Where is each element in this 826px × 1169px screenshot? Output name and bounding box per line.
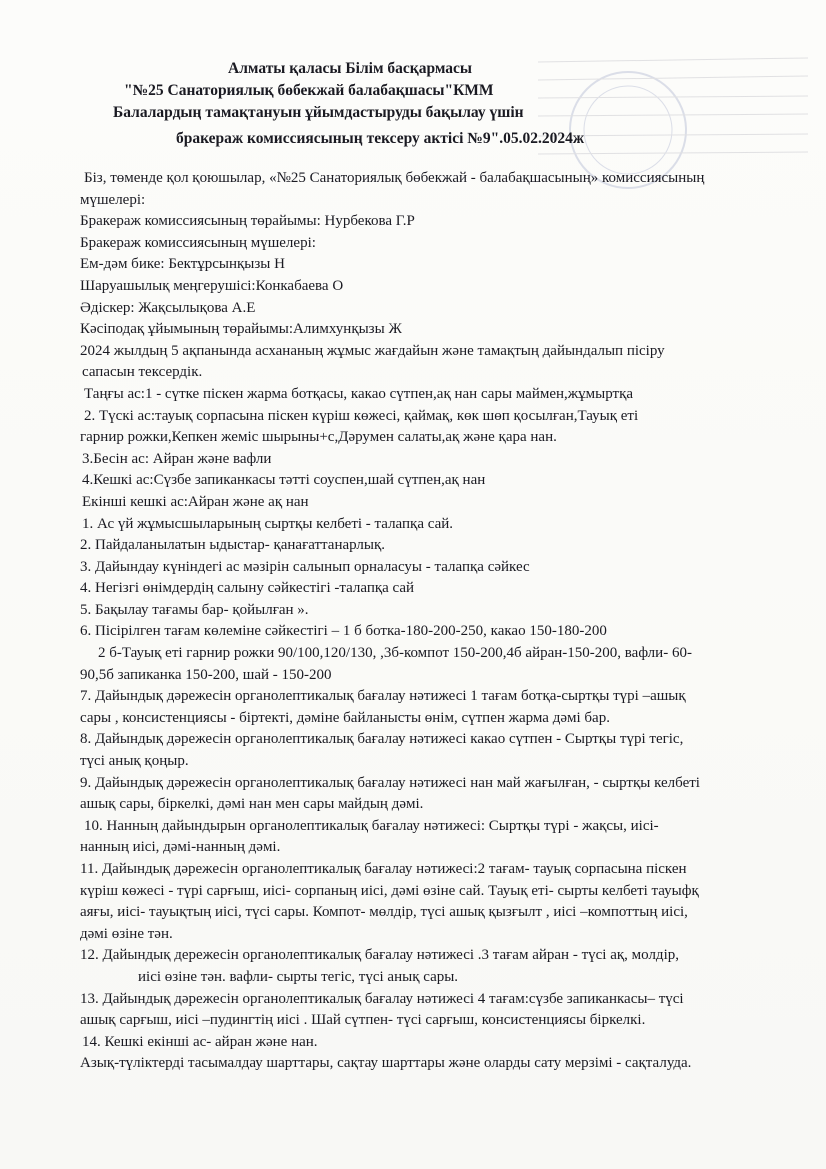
text-line: Бракераж комиссиясының мүшелері: [80, 234, 316, 251]
text-line: Біз, төменде қол қоюшылар, «№25 Санаториялық бөбекжай - балабақшасының» комиссиясының [84, 170, 705, 186]
text-line: 90,5б запиканка 150-200, шай - 150-200 [80, 666, 332, 683]
text-line: сапасын тексердік. [82, 364, 203, 381]
text-line: нанның иісі, дәмі-нанның дәмі. [80, 839, 281, 856]
text-line: сары , консистенциясы - біртекті, дәміне байланысты өнім, сүтпен жарма дәмі бар. [80, 709, 610, 726]
text-line: 2024 жылдың 5 ақпанында асхананың жұмыс жағдайын және тамақтың дайындалып пісіру [80, 342, 665, 359]
text-line: 4. Негізгі өнімдердің салыну сәйкестігі -талапқа сай [80, 580, 415, 597]
text-line: аяғы, иісі- тауықтың иісі, түсі сары. Компот- мөлдір, түсі ашық қызғылт , иісі –компоттың иісі, [80, 904, 688, 921]
header-line-2: "№25 Санаториялық бөбекжай балабақшасы"КММ [124, 82, 494, 99]
text-line: дәмі өзіне тән. [80, 925, 173, 942]
text-line: 8. Дайындық дәрежесін органолептикалық бағалау нәтижесі какао сүтпен - Сыртқы түрі тегіс, [80, 731, 684, 748]
text-line: күріш көжесі - түрі сарғыш, иісі- сорпаның иісі, дәмі өзіне сай. Тауық еті- сырты келбеті тауыфқ [80, 882, 699, 899]
text-line: түсі анық қоңыр. [80, 753, 189, 770]
text-line: гарнир рожки,Кепкен жеміс шырыны+с,Дәрумен салаты,ақ және қара нан. [80, 429, 557, 446]
text-line: 2 б-Тауық еті гарнир рожки 90/100,120/130, ,3б-компот 150-200,4б айран-150-200, вафли- 60- [98, 645, 692, 662]
header-line-4: бракераж комиссиясының тексеру актісі №9".05.02.2024ж [176, 130, 585, 147]
text-line: ашық сары, біркелкі, дәмі нан мен сары майдың дәмі. [80, 796, 424, 813]
text-line: Кәсіподақ ұйымының төрайымы:Алимхунқызы Ж [80, 321, 402, 338]
header-line-1: Алматы қаласы Білім басқармасы [228, 60, 473, 77]
text-line: мүшелері: [80, 191, 146, 208]
text-line: 10. Нанның дайындырын органолептикалық бағалау нәтижесі: Сыртқы түрі - жақсы, иісі- [84, 817, 659, 834]
text-line: 7. Дайындық дәрежесін органолептикалық бағалау нәтижесі 1 тағам ботқа-сыртқы түрі –ашық [80, 688, 686, 705]
text-line: 3.Бесін ас: Айран және вафли [82, 450, 272, 467]
text-line: Шаруашылық меңгерушісі:Конкабаева О [80, 277, 344, 294]
text-line: 6. Пісірілген тағам көлеміне сәйкестігі – 1 б ботка-180-200-250, какао 150-180-200 [80, 623, 607, 640]
text-line: 5. Бақылау тағамы бар- қойылған ». [80, 601, 309, 618]
text-line: Таңғы ас:1 - сүтке піскен жарма ботқасы, какао сүтпен,ақ нан сары маймен,жұмыртқа [84, 385, 634, 402]
text-line: Азық-түліктерді тасымалдау шарттары, сақтау шарттары және оларды сату мерзімі - сақталуда. [80, 1055, 692, 1072]
text-line: 14. Кешкі екінші ас- айран және нан. [82, 1033, 318, 1050]
text-line: Ем-дәм бике: Бектұрсынқызы Н [80, 256, 285, 273]
text-line: иісі өзіне тән. вафли- сырты тегіс, түсі анық сары. [138, 968, 459, 985]
text-line: 11. Дайындық дәрежесін органолептикалық бағалау нәтижесі:2 тағам- тауық сорпасына піскен [80, 861, 687, 877]
text-line: 4.Кешкі ас:Сүзбе запиканкасы тәтті соуспен,шай сүтпен,ақ нан [82, 472, 486, 489]
text-line: Екінші кешкі ас:Айран және ақ нан [82, 493, 309, 510]
text-line: ашық сарғыш, иісі –пудингтің иісі . Шай сүтпен- түсі сарғыш, консистенциясы біркелкі. [80, 1012, 646, 1029]
text-line: 2. Түскі ас:тауық сорпасына піскен күріш көжесі, қаймақ, көк шөп қосылған,Тауық еті [84, 407, 639, 424]
text-line: 2. Пайдаланылатын ыдыстар- қанағаттанарлық. [80, 537, 386, 554]
text-line: 3. Дайындау күніндегі ас мәзірін салынып орналасуы - талапқа сәйкес [80, 558, 530, 575]
text-line: 1. Ас үй жұмысшыларының сыртқы келбеті - талапқа сай. [82, 515, 454, 532]
header-line-3: Балалардың тамақтануын ұйымдастыруды бақылау үшін [113, 104, 524, 121]
text-line: 13. Дайындық дәрежесін органолептикалық бағалау нәтижесі 4 тағам:сүзбе запиканкасы– түсі [80, 990, 684, 1007]
text-line: Әдіскер: Жақсылықова А.Е [80, 299, 256, 316]
text-line: 9. Дайындық дәрежесін органолептикалық бағалау нәтижесі нан май жағылған, - сыртқы келбеті [80, 774, 700, 791]
text-line: 12. Дайындық дережесін органолептикалық бағалау нәтижесі .3 тағам айран - түсі ақ, молдір, [80, 947, 679, 964]
text-line: Бракераж комиссиясының төрайымы: Нурбекова Г.Р [80, 213, 415, 230]
document-body [80, 168, 800, 1075]
